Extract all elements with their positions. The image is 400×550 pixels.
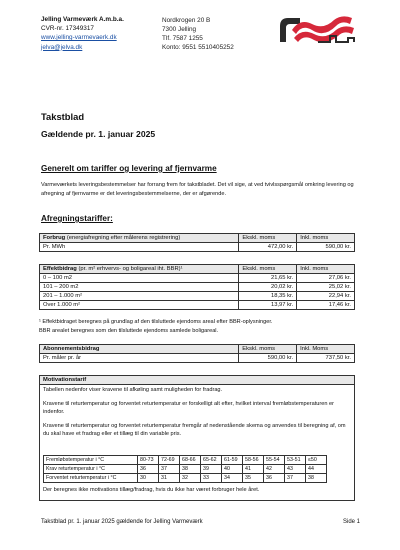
- price-incl: 22,94 kr.: [297, 292, 355, 301]
- cvr-number: CVR-nr. 17349317: [41, 25, 94, 33]
- price-excl: 590,00 kr.: [239, 354, 297, 363]
- address-street: Nordkrogen 20 B: [162, 17, 211, 24]
- grid-cell: 34: [222, 474, 243, 483]
- col-excl-vat: Ekskl. moms: [239, 265, 297, 274]
- price-excl: 18,35 kr.: [239, 292, 297, 301]
- col-excl-vat: Ekskl. moms: [239, 345, 297, 354]
- grid-cell: 53-51: [285, 456, 306, 465]
- table-header-row: [40, 265, 355, 274]
- grid-cell: 72-69: [159, 456, 180, 465]
- row-label: 0 – 100 m2: [40, 274, 239, 283]
- row-label: Pr. måler pr. år: [40, 354, 239, 363]
- general-text: Varmeværkets leveringsbestemmelser har forrang frem for takstbladet. Det vil sige, at ved tvivlsspørgsmål omkring levering og afregning af fjernvarme er det leveringsbestemmelserne, der er afgørende.: [41, 182, 354, 198]
- row-label: Over 1.000 m²: [40, 301, 239, 310]
- col-excl-vat: Ekskl. moms: [239, 234, 297, 243]
- grid-cell: 33: [201, 474, 222, 483]
- grid-cell: 31: [159, 474, 180, 483]
- col-incl-vat: Inkl. moms: [297, 265, 355, 274]
- grid-cell: 42: [264, 465, 285, 474]
- grid-cell: 41: [243, 465, 264, 474]
- table-row: [40, 301, 355, 310]
- subscription-header: Abonnementsbidrag: [40, 345, 239, 354]
- price-excl: 21,65 kr.: [239, 274, 297, 283]
- grid-cell: 55-54: [264, 456, 285, 465]
- col-incl-vat: Inkl. Moms: [297, 345, 355, 354]
- document-title: Takstblad: [41, 111, 85, 122]
- motivation-header: Motivationstarif: [40, 376, 354, 385]
- table-row: [40, 283, 355, 292]
- subscription-table: [39, 344, 355, 363]
- company-logo-icon: [278, 12, 358, 46]
- motivation-tariff-box: [39, 375, 355, 501]
- grid-cell: 35: [243, 474, 264, 483]
- footnote-line-2: BBR arealet beregnes som den tilsluttede ejendoms samlede boligareal.: [39, 327, 219, 334]
- grid-cell: 38: [180, 465, 201, 474]
- footnote-line-1: ¹ Effektbidraget beregnes på grundlag af den tilsluttede ejendoms areal efter BBR-oplysninger.: [39, 319, 273, 325]
- consumption-header: Forbrug (energiafregning efter målerens registrering): [40, 234, 239, 243]
- price-incl: 737,50 kr.: [297, 354, 355, 363]
- grid-cell: ≤50: [306, 456, 327, 465]
- grid-cell: 80-73: [138, 456, 159, 465]
- grid-cell: 43: [285, 465, 306, 474]
- grid-cell: 68-66: [180, 456, 201, 465]
- grid-cell: 37: [159, 465, 180, 474]
- grid-cell: 65-62: [201, 456, 222, 465]
- page-number: Side 1: [342, 519, 360, 525]
- general-heading: Generelt om tariffer og levering af fjernvarme: [41, 164, 217, 173]
- company-name: Jelling Varmeværk A.m.b.a.: [41, 16, 124, 23]
- row-label: Forventet returtemperatur i °C: [44, 474, 138, 483]
- table-row: [44, 474, 327, 483]
- footnote: [39, 318, 361, 335]
- bank-account: Konto: 9551 5510405252: [162, 44, 234, 51]
- table-row: [40, 292, 355, 301]
- price-excl: 20,02 kr.: [239, 283, 297, 292]
- grid-cell: 32: [180, 474, 201, 483]
- price-incl: 17,46 kr.: [297, 301, 355, 310]
- price-incl: 27,06 kr.: [297, 274, 355, 283]
- table-row: [40, 274, 355, 283]
- motivation-paragraph: Kravene til returtemperatur og forventet returtemperatur er forskelligt alt efter, hvilket interval fremløbstemperaturen er indenfor.: [43, 400, 334, 416]
- address-city: 7300 Jelling: [162, 26, 197, 33]
- table-row: [40, 243, 355, 252]
- price-incl: 590,00 kr.: [297, 243, 355, 252]
- effective-date: Gældende pr. 1. januar 2025: [41, 129, 156, 139]
- motivation-paragraph: Der beregnes ikke motivations tillæg/fradrag, hvis du ikke har været forbruger hele året.: [43, 487, 260, 493]
- price-excl: 472,00 kr.: [239, 243, 297, 252]
- table-row: [44, 456, 327, 465]
- grid-cell: 36: [264, 474, 285, 483]
- effect-header: Effektbidrag (pr. m² erhvervs- og boligareal iht. BBR)¹: [40, 265, 239, 274]
- table-header-row: [40, 345, 355, 354]
- row-label: 201 – 1.000 m²: [40, 292, 239, 301]
- col-incl-vat: Inkl. moms: [297, 234, 355, 243]
- table-row: [44, 465, 327, 474]
- grid-cell: 39: [201, 465, 222, 474]
- row-label: 101 – 200 m2: [40, 283, 239, 292]
- phone-number: Tlf. 7587 1255: [162, 35, 203, 42]
- table-row: [40, 354, 355, 363]
- grid-cell: 30: [138, 474, 159, 483]
- effect-table: [39, 264, 355, 310]
- website-link[interactable]: www.jelling-varmevaerk.dk: [41, 34, 117, 42]
- temperature-grid: [43, 455, 327, 483]
- motivation-paragraph: Tabellen nedenfor viser kravene til afkøling samt muligheden for fradrag.: [43, 387, 223, 393]
- motivation-paragraph: Kravene til returtemperatur og forventet returtemperatur fremgår af nedenstående skema og anvendes til beregning af, om du skal have et fradrag eller et tillæg til din variable pris.: [43, 422, 346, 438]
- grid-cell: 37: [285, 474, 306, 483]
- consumption-table: [39, 233, 355, 252]
- row-label: Fremløbstemperatur i °C: [44, 456, 138, 465]
- price-excl: 13,97 kr.: [239, 301, 297, 310]
- row-label: Pr. MWh: [40, 243, 239, 252]
- grid-cell: 58-56: [243, 456, 264, 465]
- grid-cell: 38: [306, 474, 327, 483]
- email-link[interactable]: jelva@jelva.dk: [41, 43, 83, 51]
- tariffs-heading: Afregningstariffer:: [41, 214, 113, 223]
- price-incl: 25,02 kr.: [297, 283, 355, 292]
- footer-text: Takstblad pr. 1. januar 2025 gældende for Jelling Varmeværk: [41, 519, 203, 525]
- grid-cell: 44: [306, 465, 327, 474]
- table-header-row: [40, 234, 355, 243]
- grid-cell: 40: [222, 465, 243, 474]
- grid-cell: 61-59: [222, 456, 243, 465]
- grid-cell: 36: [138, 465, 159, 474]
- company-info: [41, 15, 124, 52]
- row-label: Krav returtemperatur i °C: [44, 465, 138, 474]
- company-address: [162, 16, 234, 52]
